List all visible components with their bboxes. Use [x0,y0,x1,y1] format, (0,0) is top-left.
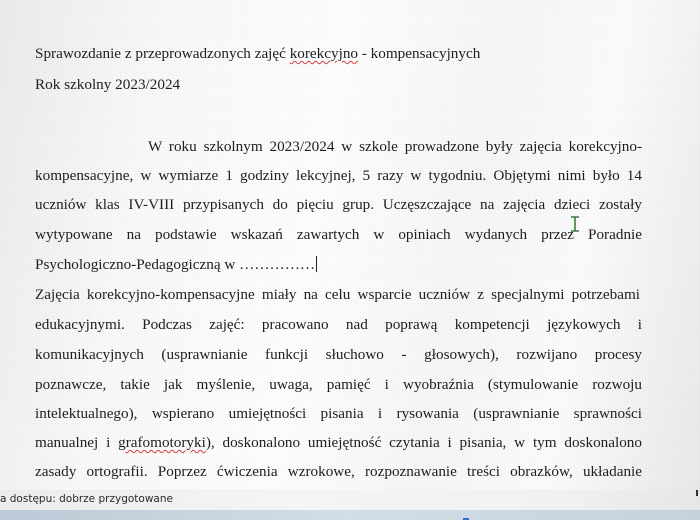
paragraph2-line: poznawcze, takie jak myślenie, uwaga, pamięć i wyobraźnia (stymulowanie rozwoju [35,376,642,393]
text-caret [316,256,317,272]
paragraph2-line: intelektualnego), wspierano umiejętności pisania i rysowania (usprawnianie sprawności [35,405,642,422]
paragraph2-line: Zajęcia korekcyjno-kompensacyjne miały na celu wsparcie uczniów z specjalnymi potrzebami [35,286,640,303]
paragraph1-line: kompensacyjne, w wymiarze 1 godziny lekcyjnej, 5 razy w tygodniu. Objętymi nimi było 14 [35,167,642,184]
accessibility-status[interactable]: a dostępu: dobrze przygotowane [0,493,173,505]
text-segment: manualnej i [35,434,119,451]
paragraph2-line-manualnej [35,434,642,452]
paragraph1-line: wytypowane na podstawie wskazań zawartych w opiniach wydanych przez Poradnie [35,226,642,243]
paragraph2-line: edukacyjnymi. Podczas zajęć: pracowano nad poprawą kompetencji językowych i [35,316,642,333]
title-text-end: - kompensacyjnych [358,45,481,62]
paragraph1-last-line [35,256,317,274]
paragraph1-line: W roku szkolnym 2023/2024 w szkole prowadzone były zajęcia korekcyjno- [148,138,642,155]
title-text: Sprawozdanie z przeprowadzonych zajęć [35,45,290,62]
text-segment: ), doskonalono umiejętność czytania i pisania, w tym doskonalono [205,434,642,451]
paragraph1-line: Psychologiczno-Pedagogiczną w …………… [35,256,316,273]
paragraph1-line: uczniów klas IV-VIII przypisanych do pięciu grup. Uczęszczające na zajęcia dzieci zostały [35,196,642,213]
paragraph2-line: komunikacyjnych (usprawnianie funkcji słuchowo - głosowych), rozwijano procesy [35,346,642,363]
misspelled-word[interactable]: korekcyjno [289,45,359,62]
scrollbar-marker[interactable] [696,490,698,496]
taskbar [0,510,700,520]
status-bar [0,490,700,510]
document-title [35,45,480,63]
paragraph2-line: zasady ortografii. Poprzez ćwiczenia wzrokowe, rozpoznawanie treści obrazków, układanie [35,463,642,480]
ibeam-cursor-icon [570,216,580,232]
school-year: Rok szkolny 2023/2024 [35,76,181,93]
misspelled-word[interactable]: grafomotoryki [118,434,206,451]
